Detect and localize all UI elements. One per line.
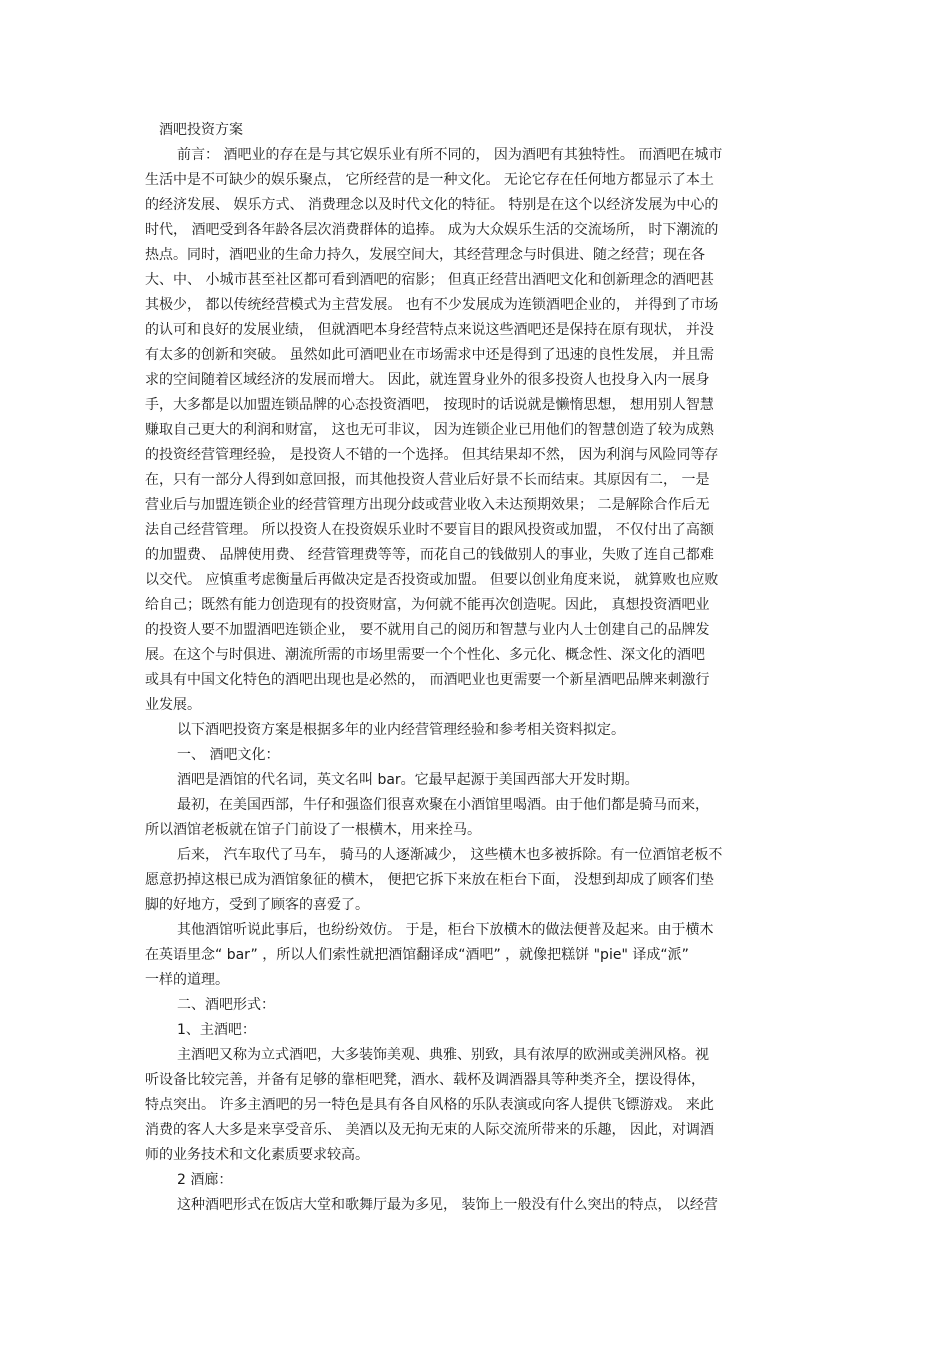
text-line: 的投资经营管理经验， 是投资人不错的一个选择。 但其结果却不然， 因为利润与风险同等存: [145, 447, 719, 463]
text-line: 热点。同时，酒吧业的生命力持久，发展空间大，其经营理念与时俱进、随之经营；现在各: [145, 247, 705, 263]
text-line: 2 酒廊：: [177, 1172, 233, 1188]
document-body: [145, 118, 825, 1218]
text-line: 以交代。 应慎重考虑衡量后再做决定是否投资或加盟。 但要以创业角度来说， 就算败也应败: [145, 572, 719, 588]
text-line: 的经济发展、 娱乐方式、 消费理念以及时代文化的特征。 特别是在这个以经济发展为中心的: [145, 197, 719, 213]
text-line: 二、酒吧形式：: [177, 997, 275, 1013]
text-line: 1、主酒吧：: [177, 1022, 256, 1038]
text-line: 法自己经营管理。 所以投资人在投资娱乐业时不要盲目的跟风投资或加盟， 不仅付出了高额: [145, 522, 714, 538]
text-line: 听设备比较完善，并备有足够的靠柜吧凳，酒水、载杯及调酒器具等种类齐全，摆设得体，: [145, 1072, 705, 1088]
text-line: 营业后与加盟连锁企业的经营管理方出现分歧或营业收入未达预期效果； 二是解除合作后无: [145, 497, 710, 513]
text-line: 的加盟费、 品牌使用费、 经营管理费等等，而花自己的钱做别人的事业，失败了连自己都难: [145, 547, 714, 563]
text-line: 有太多的创新和突破。 虽然如此可酒吧业在市场需求中还是得到了迅速的良性发展， 并且需: [145, 347, 714, 363]
text-line: 生活中是不可缺少的娱乐聚点， 它所经营的是一种文化。 无论它存在任何地方都显示了本土: [145, 172, 714, 188]
text-line: 一、 酒吧文化：: [177, 747, 280, 763]
text-line: 或具有中国文化特色的酒吧出现也是必然的， 而酒吧业也更需要一个新星酒吧品牌来刺激行: [145, 672, 710, 688]
text-line: 师的业务技术和文化素质要求较高。: [145, 1147, 369, 1163]
text-line: 展。在这个与时俱进、潮流所需的市场里需要一个个性化、多元化、概念性、深文化的酒吧: [145, 647, 705, 663]
text-line: 脚的好地方，受到了顾客的喜爱了。: [145, 897, 369, 913]
text-line: 一样的道理。: [145, 972, 229, 988]
text-line: 在英语里念“ bar” ，所以人们索性就把酒馆翻译成“酒吧” ，就像把糕饼 "pie" 译成“派”: [145, 947, 689, 963]
text-line: 消费的客人大多是来享受音乐、 美酒以及无拘无束的人际交流所带来的乐趣， 因此，对调酒: [145, 1122, 714, 1138]
text-line: 的投资人要不加盟酒吧连锁企业， 要不就用自己的阅历和智慧与业内人士创建自己的品牌发: [145, 622, 710, 638]
text-line: 酒吧是酒馆的代名词，英文名叫 bar。它最早起源于美国西部大开发时期。: [177, 772, 639, 788]
text-line: 赚取自己更大的利润和财富， 这也无可非议， 因为连锁企业已用他们的智慧创造了较为成熟: [145, 422, 714, 438]
text-line: 业发展。: [145, 697, 201, 713]
text-line: 前言： 酒吧业的存在是与其它娱乐业有所不同的， 因为酒吧有其独特性。 而酒吧在城市: [177, 147, 723, 163]
text-line: 最初，在美国西部，牛仔和强盗们很喜欢聚在小酒馆里喝酒。由于他们都是骑马而来，: [177, 797, 709, 813]
text-line: 手，大多都是以加盟连锁品牌的心态投资酒吧， 按现时的话说就是懒惰思想， 想用别人智慧: [145, 397, 714, 413]
text-line: 其极少， 都以传统经营模式为主营发展。 也有不少发展成为连锁酒吧企业的， 并得到了市场: [145, 297, 719, 313]
text-line: 求的空间随着区域经济的发展而增大。 因此，就连置身业外的很多投资人也投身入内一展身: [145, 372, 710, 388]
document-title: 酒吧投资方案: [159, 122, 243, 138]
text-line: 的认可和良好的发展业绩， 但就酒吧本身经营特点来说这些酒吧还是保持在原有现状， 并没: [145, 322, 714, 338]
text-line: 后来， 汽车取代了马车， 骑马的人逐渐减少， 这些横木也多被拆除。有一位酒馆老板不: [177, 847, 723, 863]
text-line: 特点突出。 许多主酒吧的另一特色是具有各自风格的乐队表演或向客人提供飞镖游戏。 来此: [145, 1097, 714, 1113]
text-line: 其他酒馆听说此事后，也纷纷效仿。 于是，柜台下放横木的做法便普及起来。由于横木: [177, 922, 714, 938]
text-line: 以下酒吧投资方案是根据多年的业内经营管理经验和参考相关资料拟定。: [177, 722, 625, 738]
text-line: 这种酒吧形式在饭店大堂和歌舞厅最为多见， 装饰上一般没有什么突出的特点， 以经营: [177, 1197, 718, 1213]
text-line: 在，只有一部分人得到如意回报，而其他投资人营业后好景不长而结束。其原因有二， 一是: [145, 472, 710, 488]
text-line: 愿意扔掉这根已成为酒馆象征的横木， 便把它拆下来放在柜台下面， 没想到却成了顾客们垫: [145, 872, 714, 888]
text-line: 时代， 酒吧受到各年龄各层次消费群体的追捧。 成为大众娱乐生活的交流场所， 时下潮流的: [145, 222, 719, 238]
text-line: 主酒吧又称为立式酒吧，大多装饰美观、典雅、别致，具有浓厚的欧洲或美洲风格。视: [177, 1047, 709, 1063]
text-line: 所以酒馆老板就在馆子门前设了一根横木，用来拴马。: [145, 822, 481, 838]
text-line: 大、中、 小城市甚至社区都可看到酒吧的宿影； 但真正经营出酒吧文化和创新理念的酒吧甚: [145, 272, 714, 288]
text-line: 给自己；既然有能力创造现有的投资财富，为何就不能再次创造呢。因此， 真想投资酒吧业: [145, 597, 710, 613]
